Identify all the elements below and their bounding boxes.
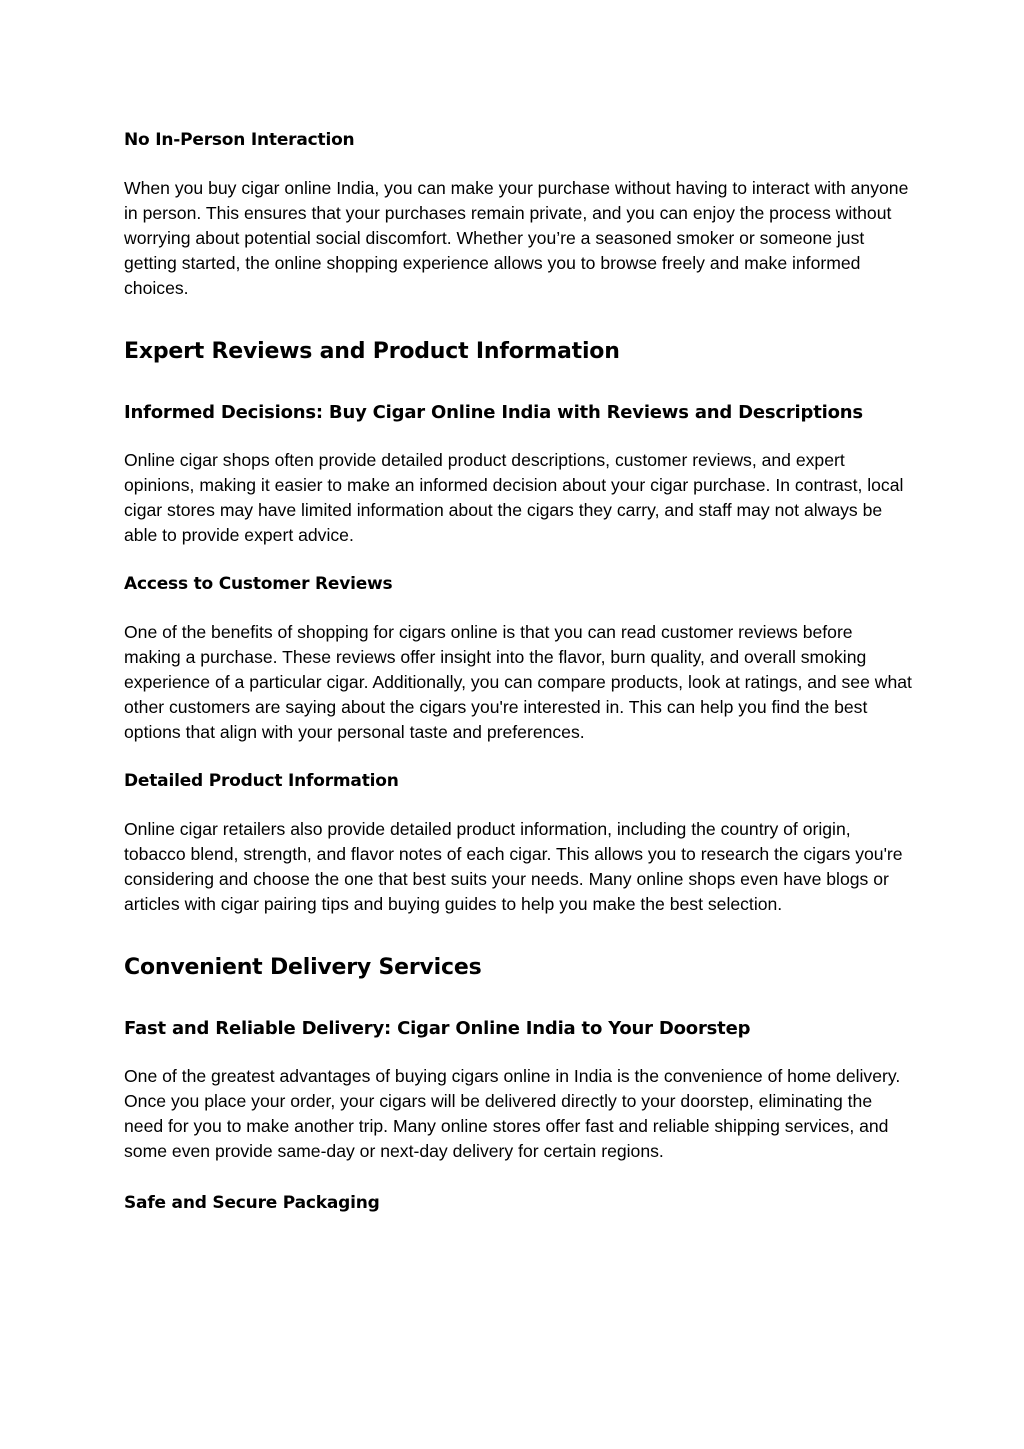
section-title-expert-reviews: Expert Reviews and Product Information <box>124 339 620 364</box>
paragraph-fast-delivery: One of the greatest advantages of buying cigars online in India is the convenience of home delivery. Once you place your order, your cigars will be delivered directly to your doorstep, eliminating the need for you to make another trip. Many online stores offer fast and reliable shipping services, and some even provide same-day or next-day delivery for certain regions. <box>124 1066 901 1161</box>
paragraph-informed-decisions: Online cigar shops often provide detailed product descriptions, customer reviews, and expert opinions, making it easier to make an informed decision about your cigar purchase. In contrast, local cigar stores may have limited information about the cigars they carry, and staff may not always be able to provide expert advice. <box>124 450 904 545</box>
paragraph-product-information: Online cigar retailers also provide detailed product information, including the country of origin, tobacco blend, strength, and flavor notes of each cigar. This allows you to research the cigars you're considering and choose the one that best suits your needs. Many online shops even have blogs or articles with cigar pairing tips and buying guides to help you make the best selection. <box>124 819 903 914</box>
heading-safe-packaging: Safe and Secure Packaging <box>124 1193 380 1213</box>
subtitle-fast-delivery: Fast and Reliable Delivery: Cigar Online India to Your Doorstep <box>124 1018 751 1039</box>
heading-customer-reviews: Access to Customer Reviews <box>124 574 393 594</box>
heading-product-information: Detailed Product Information <box>124 771 399 791</box>
document-page <box>124 128 914 1215</box>
section-title-delivery: Convenient Delivery Services <box>124 955 482 980</box>
heading-no-in-person: No In-Person Interaction <box>124 130 355 150</box>
paragraph-customer-reviews: One of the benefits of shopping for cigars online is that you can read customer reviews before making a purchase. These reviews offer insight into the flavor, burn quality, and overall smoking experience of a particular cigar. Additionally, you can compare products, look at ratings, and see what other customers are saying about the cigars you're interested in. This can help you find the best options that align with your personal taste and preferences. <box>124 622 912 742</box>
subtitle-informed-decisions: Informed Decisions: Buy Cigar Online India with Reviews and Descriptions <box>124 402 863 423</box>
paragraph-no-in-person: When you buy cigar online India, you can make your purchase without having to interact with anyone in person. This ensures that your purchases remain private, and you can enjoy the process without worrying about potential social discomfort. Whether you’re a seasoned smoker or someone just getting started, the online shopping experience allows you to browse freely and make informed choices. <box>124 178 909 298</box>
